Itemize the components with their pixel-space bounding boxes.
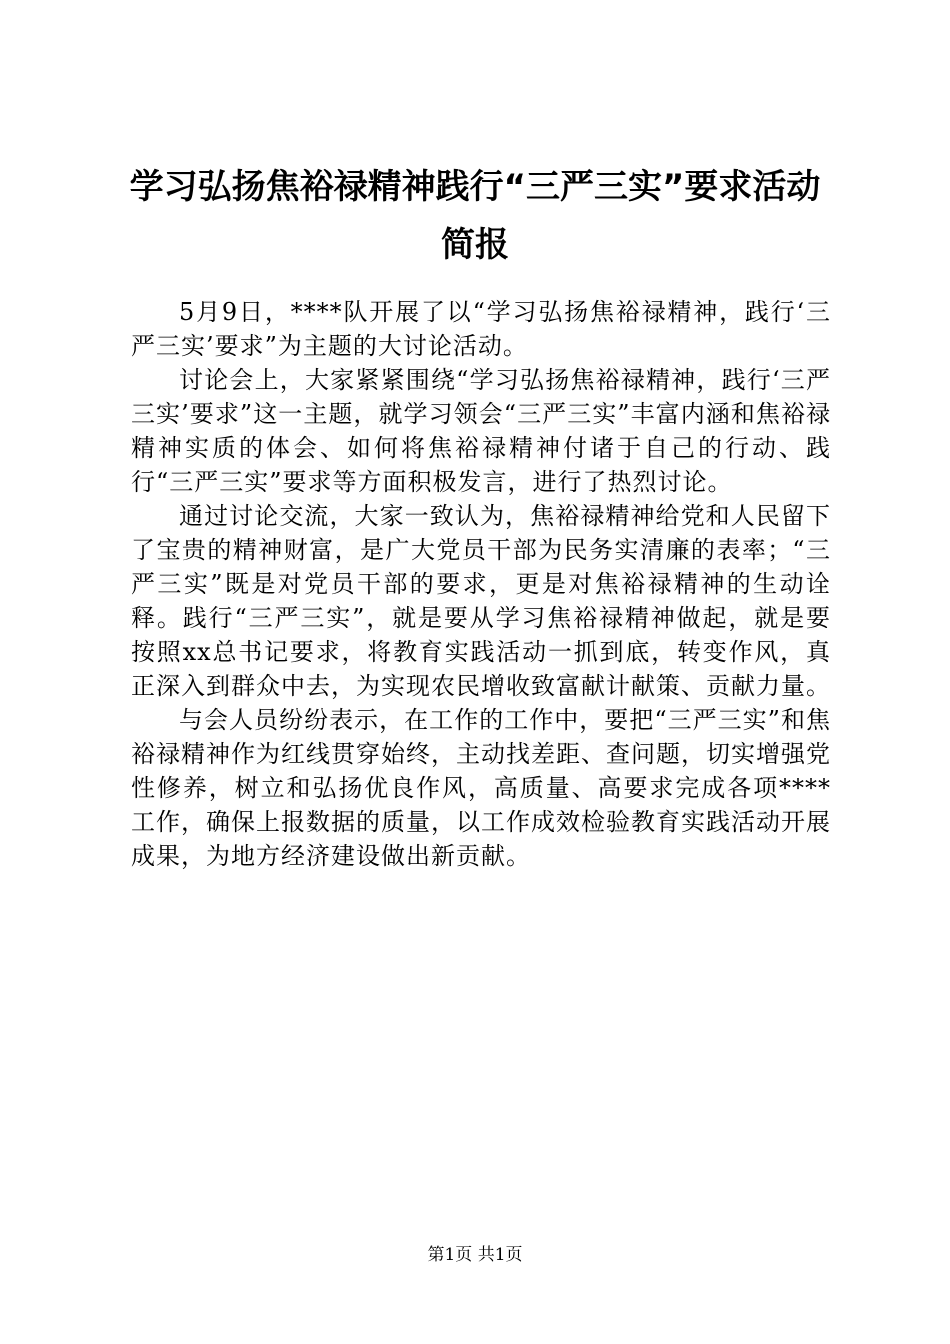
paragraph-4: 与会人员纷纷表示，在工作的工作中，要把“三严三实”和焦裕禄精神作为红线贯穿始终，主动找差距、查问题，切实增强党性修养，树立和弘扬优良作风，高质量、高要求完成各项****工作，确保上报数据的质量，以工作成效检验教育实践活动开展成果，为地方经济建设做出新贡献。 (131, 706, 831, 870)
paragraph-1: 5月9日，****队开展了以“学习弘扬焦裕禄精神，践行‘三严三实’要求”为主题的大讨论活动。 (131, 298, 831, 360)
paragraph-2: 讨论会上，大家紧紧围绕“学习弘扬焦裕禄精神，践行‘三严三实’要求”这一主题，就学习领会“三严三实”丰富内涵和焦裕禄精神实质的体会、如何将焦裕禄精神付诸于自己的行动、践行“三严三实”要求等方面积极发言，进行了热烈讨论。 (131, 366, 831, 496)
paragraph-3: 通过讨论交流，大家一致认为，焦裕禄精神给党和人民留下了宝贵的精神财富，是广大党员干部为民务实清廉的表率；“三严三实”既是对党员干部的要求，更是对焦裕禄精神的生动诠释。践行“三严三实”，就是要从学习焦裕禄精神做起，就是要按照xx总书记要求，将教育实践活动一抓到底，转变作风，真正深入到群众中去，为实现农民增收致富献计献策、贡献力量。 (131, 502, 831, 700)
document-body (131, 295, 831, 873)
document-title: 学习弘扬焦裕禄精神践行“三严三实”要求活动简报 (129, 167, 821, 265)
page-footer: 第1页 共1页 (427, 1245, 523, 1265)
